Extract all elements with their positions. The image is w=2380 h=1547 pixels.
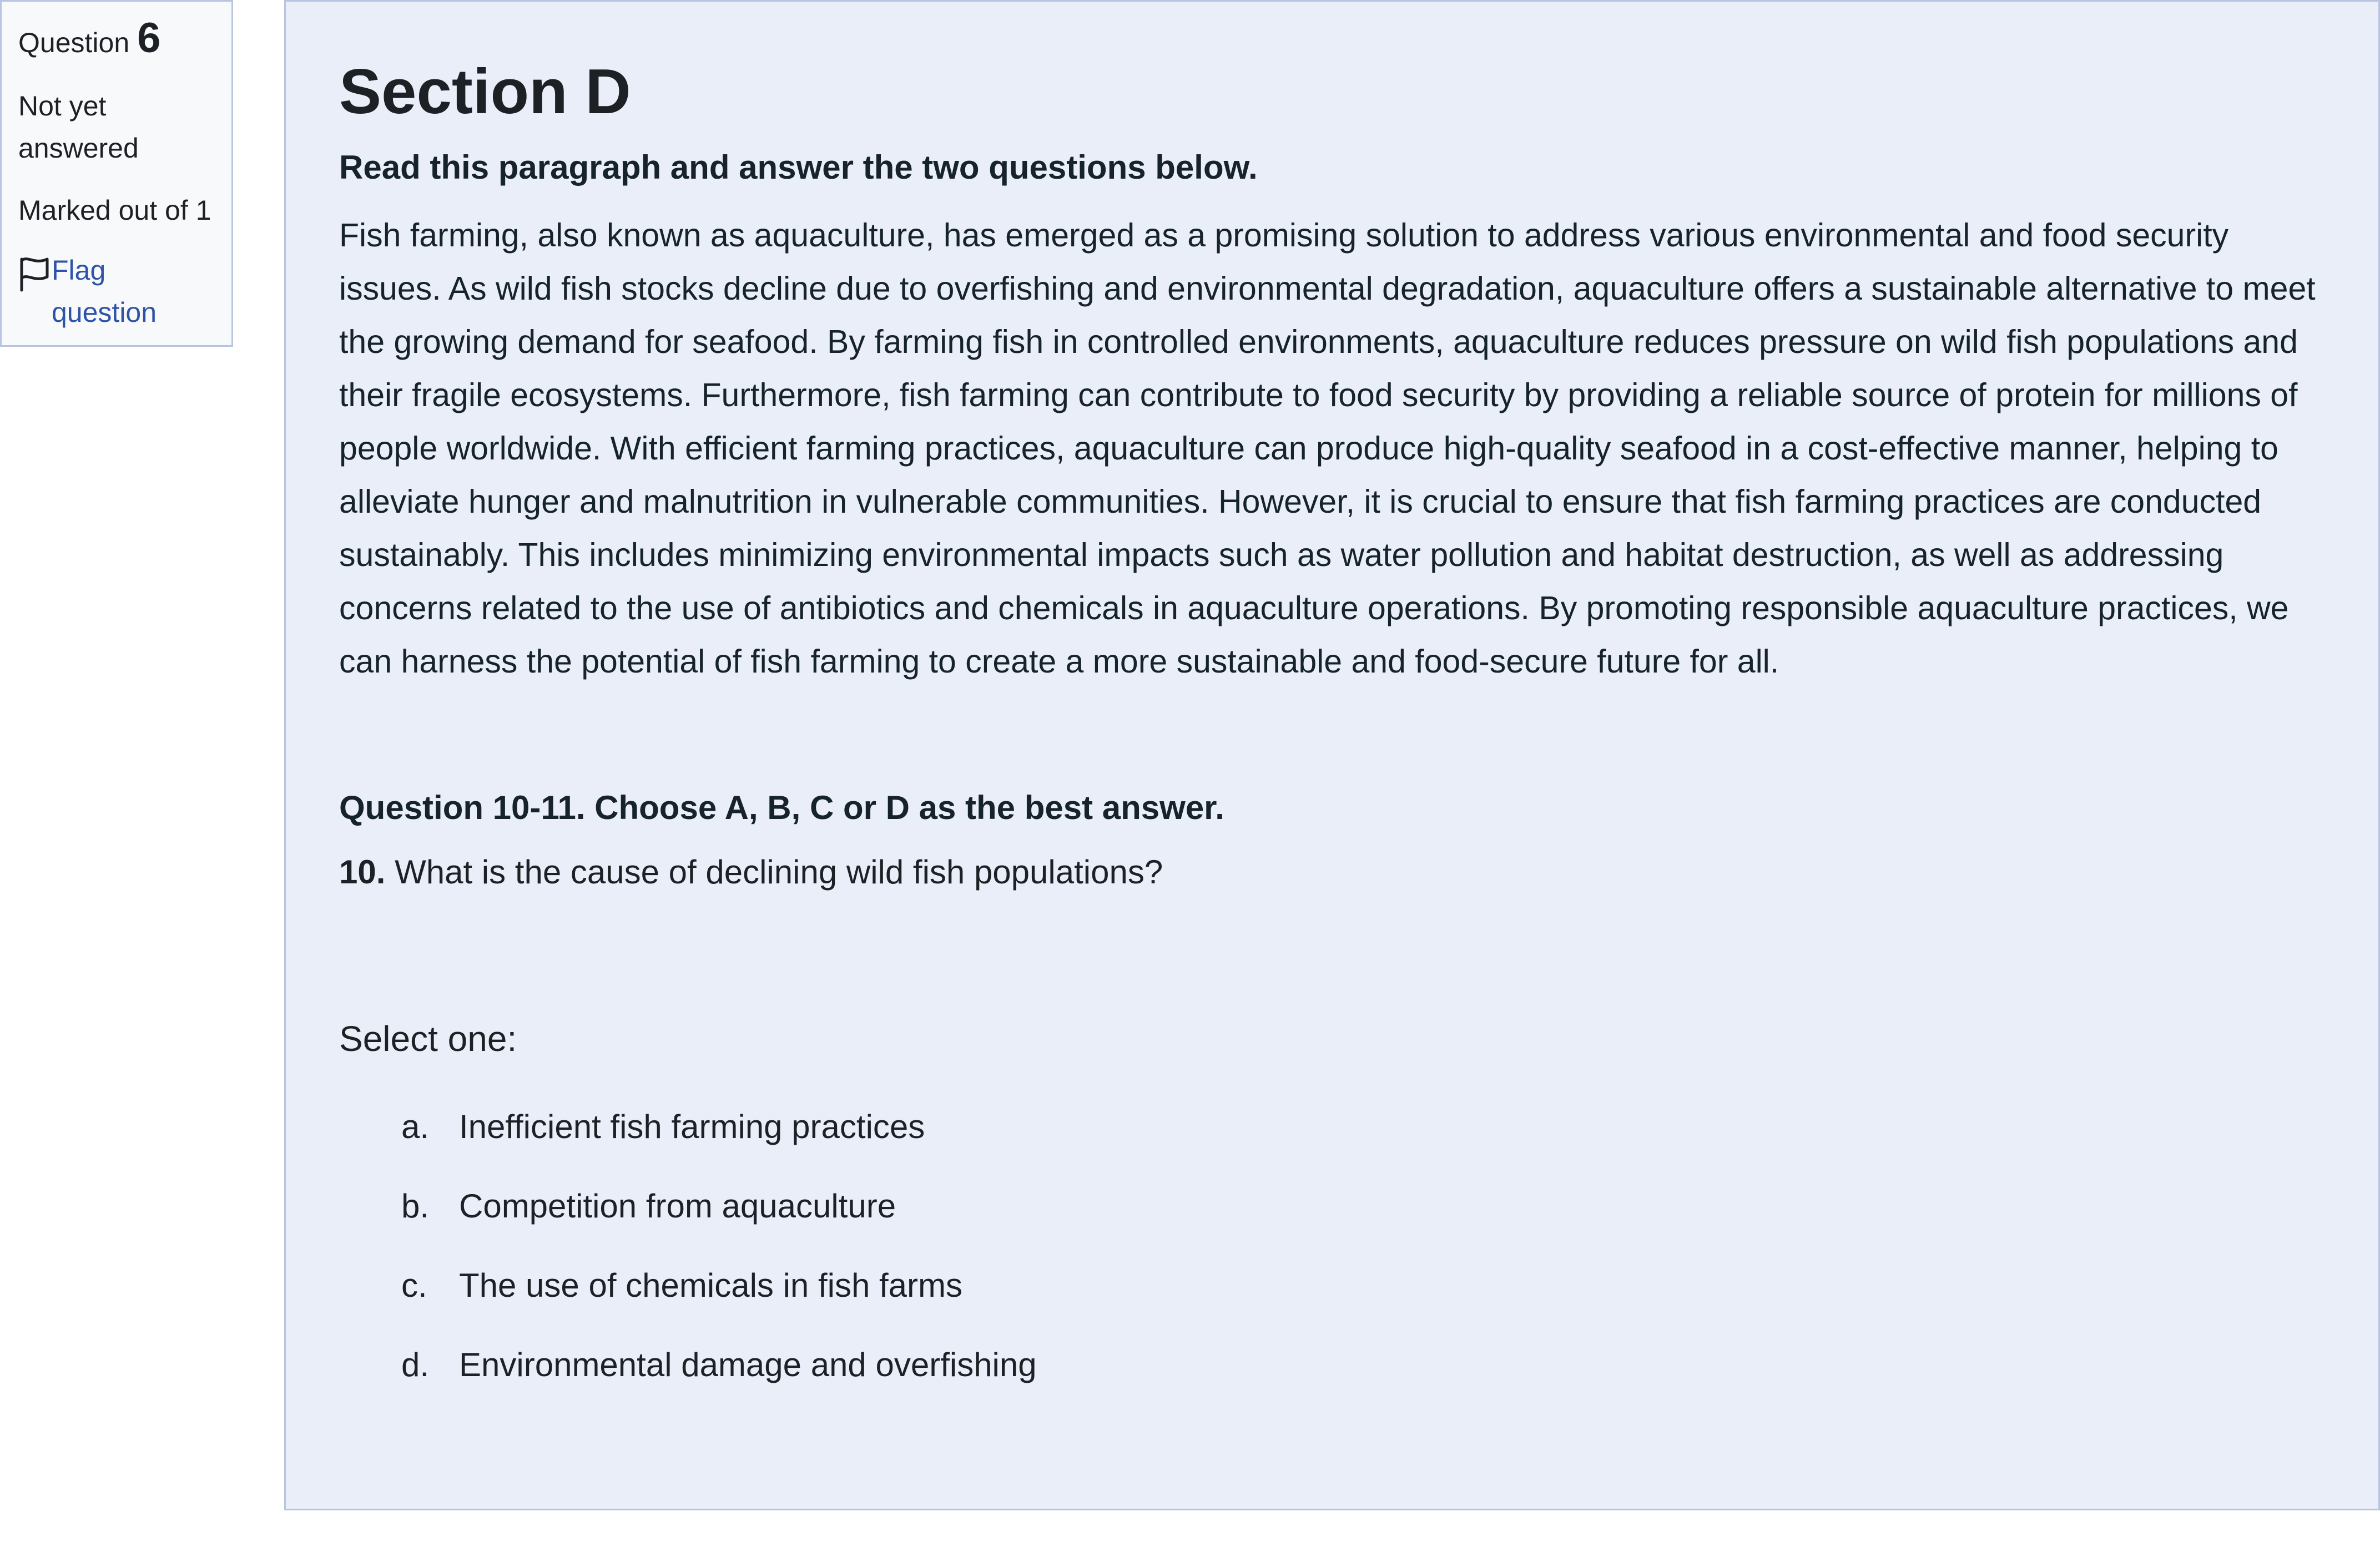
option-text[interactable]: The use of chemicals in fish farms: [459, 1267, 963, 1305]
question-state: Not yet answered: [18, 90, 139, 164]
question-content-panel: [284, 0, 2380, 1510]
question-number: 6: [137, 14, 161, 62]
option-letter: a.: [401, 1108, 430, 1146]
section-title: Section D: [339, 57, 631, 127]
answer-option-d[interactable]: [339, 1325, 2327, 1404]
answer-option-a[interactable]: [339, 1087, 2327, 1166]
option-text[interactable]: Inefficient fish farming practices: [459, 1108, 925, 1146]
answer-options: [339, 1087, 2327, 1404]
question-label: Question: [18, 27, 130, 58]
question-stem: What is the cause of declining wild fish populations?: [395, 853, 1163, 891]
flag-icon[interactable]: [18, 255, 52, 294]
answer-option-b[interactable]: [339, 1166, 2327, 1246]
question-group-instruction: Question 10-11. Choose A, B, C or D as the best answer.: [339, 789, 1224, 827]
option-letter: b.: [401, 1187, 430, 1225]
question-number-heading: [18, 14, 215, 62]
question-item-number: 10.: [339, 853, 386, 891]
option-text[interactable]: Competition from aquaculture: [459, 1187, 896, 1225]
question-text: [339, 852, 2327, 892]
question-info-panel: [0, 0, 233, 347]
reading-passage: Fish farming, also known as aquaculture, has emerged as a promising solution to address various environmental and food security issues. As wild fish stocks decline due to overfishing and environmental degradation, aquaculture offers a sustainable alternative to meet the growing demand for seafood. By farming fish in controlled environments, aquaculture reduces pressure on wild fish populations and their fragile ecosystems. Furthermore, fish farming can contribute to food security by providing a reliable source of protein for millions of people worldwide. With efficient farming practices, aquaculture can produce high-quality seafood in a cost-effective manner, helping to alleviate hunger and malnutrition in vulnerable communities. However, it is crucial to ensure that fish farming practices are conducted sustainably. This includes minimizing environmental impacts such as water pollution and habitat destruction, as well as addressing concerns related to the use of antibiotics and chemicals in aquaculture operations. By promoting responsible aquaculture practices, we can harness the potential of fish farming to create a more sustainable and food-secure future for all.: [339, 217, 2316, 680]
flag-question-link[interactable]: [18, 249, 215, 333]
select-one-prompt: Select one:: [339, 1019, 517, 1059]
option-letter: d.: [401, 1346, 430, 1384]
option-letter: c.: [401, 1267, 427, 1305]
question-grade: Marked out of 1: [18, 195, 211, 226]
option-text[interactable]: Environmental damage and overfishing: [459, 1346, 1037, 1384]
flag-question-label[interactable]: Flag question: [52, 255, 157, 328]
answer-option-c[interactable]: [339, 1246, 2327, 1325]
reading-instruction: Read this paragraph and answer the two questions below.: [339, 149, 1258, 186]
